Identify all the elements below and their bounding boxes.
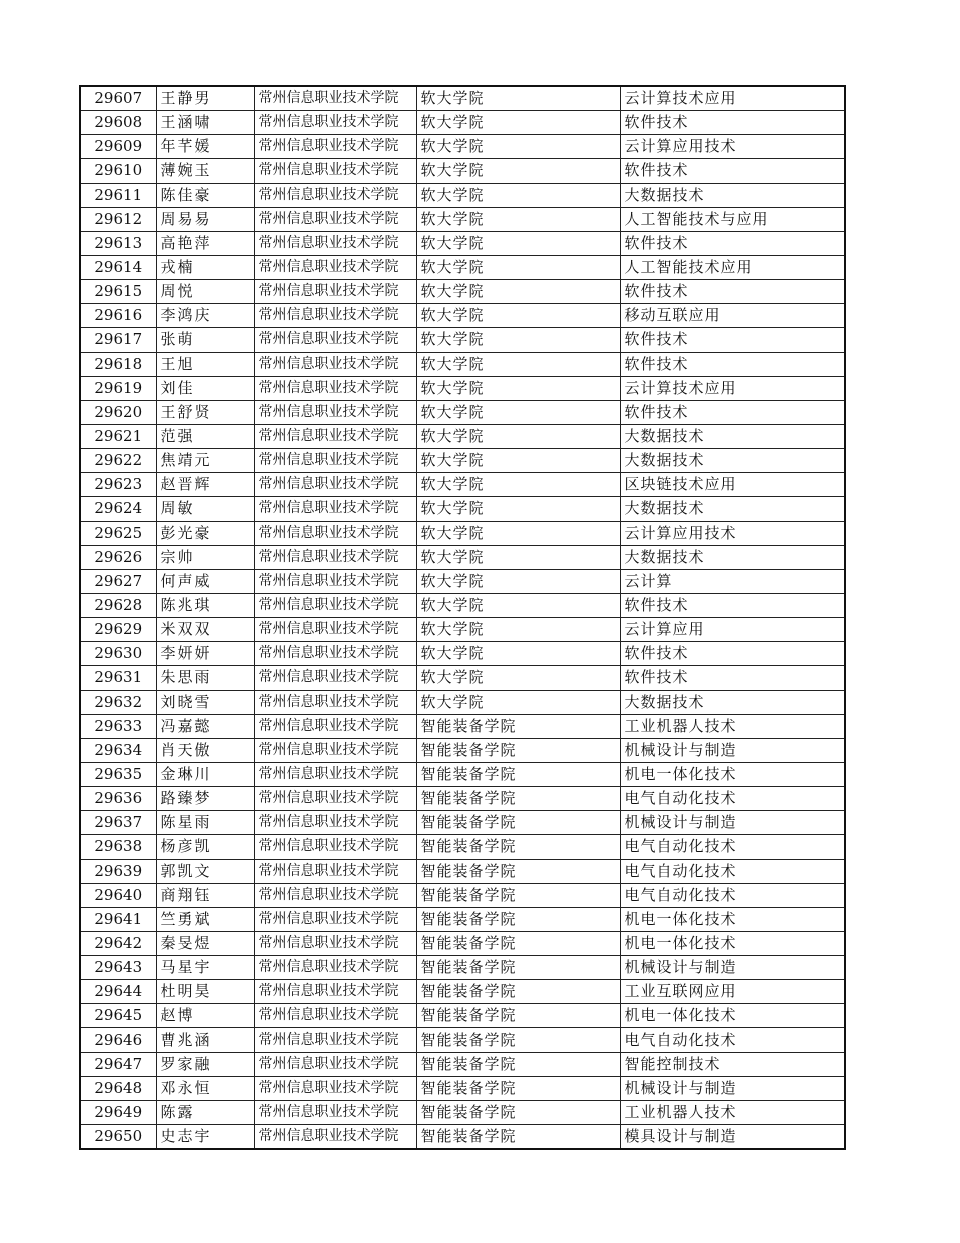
cell-id: 29630 [80, 642, 156, 666]
cell-college: 软大学院 [416, 255, 620, 279]
cell-id: 29621 [80, 424, 156, 448]
cell-college: 软大学院 [416, 86, 620, 111]
cell-school: 常州信息职业技术学院 [254, 111, 416, 135]
cell-college: 智能装备学院 [416, 787, 620, 811]
cell-id: 29607 [80, 86, 156, 111]
cell-major: 电气自动化技术 [620, 787, 845, 811]
cell-school: 常州信息职业技术学院 [254, 835, 416, 859]
cell-name: 周易易 [156, 207, 254, 231]
table-row [80, 1100, 845, 1124]
cell-college: 智能装备学院 [416, 714, 620, 738]
cell-name: 王旭 [156, 352, 254, 376]
table-row [80, 400, 845, 424]
cell-college: 软大学院 [416, 473, 620, 497]
cell-major: 软件技术 [620, 111, 845, 135]
table-row [80, 449, 845, 473]
cell-major: 智能控制技术 [620, 1052, 845, 1076]
cell-name: 陈露 [156, 1100, 254, 1124]
table-row [80, 859, 845, 883]
cell-name: 何声威 [156, 569, 254, 593]
table-row [80, 135, 845, 159]
cell-major: 工业机器人技术 [620, 1100, 845, 1124]
cell-college: 软大学院 [416, 280, 620, 304]
table-row [80, 1004, 845, 1028]
cell-id: 29616 [80, 304, 156, 328]
cell-college: 智能装备学院 [416, 980, 620, 1004]
cell-major: 软件技术 [620, 593, 845, 617]
cell-id: 29631 [80, 666, 156, 690]
cell-id: 29648 [80, 1076, 156, 1100]
cell-major: 机械设计与制造 [620, 738, 845, 762]
cell-school: 常州信息职业技术学院 [254, 618, 416, 642]
table-row [80, 86, 845, 111]
cell-id: 29647 [80, 1052, 156, 1076]
table-row [80, 690, 845, 714]
cell-college: 软大学院 [416, 497, 620, 521]
cell-major: 软件技术 [620, 352, 845, 376]
table-row [80, 1028, 845, 1052]
cell-major: 区块链技术应用 [620, 473, 845, 497]
cell-major: 工业机器人技术 [620, 714, 845, 738]
cell-name: 陈佳豪 [156, 183, 254, 207]
cell-college: 智能装备学院 [416, 883, 620, 907]
cell-name: 陈星雨 [156, 811, 254, 835]
cell-major: 软件技术 [620, 400, 845, 424]
cell-school: 常州信息职业技术学院 [254, 762, 416, 786]
cell-name: 年芊媛 [156, 135, 254, 159]
cell-id: 29632 [80, 690, 156, 714]
cell-major: 人工智能技术应用 [620, 255, 845, 279]
cell-school: 常州信息职业技术学院 [254, 328, 416, 352]
cell-major: 云计算 [620, 569, 845, 593]
cell-school: 常州信息职业技术学院 [254, 593, 416, 617]
cell-college: 软大学院 [416, 449, 620, 473]
cell-id: 29644 [80, 980, 156, 1004]
cell-name: 赵晋辉 [156, 473, 254, 497]
cell-college: 软大学院 [416, 569, 620, 593]
cell-id: 29614 [80, 255, 156, 279]
cell-major: 电气自动化技术 [620, 1028, 845, 1052]
cell-id: 29650 [80, 1125, 156, 1150]
cell-id: 29627 [80, 569, 156, 593]
cell-school: 常州信息职业技术学院 [254, 1125, 416, 1150]
cell-id: 29639 [80, 859, 156, 883]
cell-name: 郭凯文 [156, 859, 254, 883]
table-row [80, 545, 845, 569]
cell-name: 陈兆琪 [156, 593, 254, 617]
cell-school: 常州信息职业技术学院 [254, 255, 416, 279]
cell-major: 软件技术 [620, 159, 845, 183]
cell-school: 常州信息职业技术学院 [254, 545, 416, 569]
table-row [80, 642, 845, 666]
cell-id: 29636 [80, 787, 156, 811]
cell-id: 29617 [80, 328, 156, 352]
cell-school: 常州信息职业技术学院 [254, 86, 416, 111]
cell-college: 智能装备学院 [416, 1100, 620, 1124]
cell-college: 软大学院 [416, 231, 620, 255]
cell-college: 智能装备学院 [416, 956, 620, 980]
cell-name: 王舒贤 [156, 400, 254, 424]
cell-name: 肖天傲 [156, 738, 254, 762]
table-row [80, 835, 845, 859]
cell-id: 29637 [80, 811, 156, 835]
table-row [80, 811, 845, 835]
table-row [80, 762, 845, 786]
cell-name: 朱思雨 [156, 666, 254, 690]
cell-school: 常州信息职业技术学院 [254, 980, 416, 1004]
cell-school: 常州信息职业技术学院 [254, 907, 416, 931]
cell-name: 范强 [156, 424, 254, 448]
cell-name: 冯嘉懿 [156, 714, 254, 738]
roster-table [79, 85, 846, 1150]
table-row [80, 1052, 845, 1076]
table-row [80, 280, 845, 304]
table-row [80, 111, 845, 135]
cell-major: 大数据技术 [620, 497, 845, 521]
cell-id: 29609 [80, 135, 156, 159]
table-row [80, 521, 845, 545]
cell-name: 秦旻煜 [156, 931, 254, 955]
cell-name: 王静男 [156, 86, 254, 111]
cell-major: 移动互联应用 [620, 304, 845, 328]
cell-school: 常州信息职业技术学院 [254, 1076, 416, 1100]
cell-id: 29633 [80, 714, 156, 738]
table-row [80, 352, 845, 376]
cell-school: 常州信息职业技术学院 [254, 956, 416, 980]
cell-major: 云计算应用 [620, 618, 845, 642]
cell-school: 常州信息职业技术学院 [254, 1004, 416, 1028]
cell-school: 常州信息职业技术学院 [254, 424, 416, 448]
table-row [80, 1125, 845, 1150]
cell-school: 常州信息职业技术学院 [254, 883, 416, 907]
cell-school: 常州信息职业技术学院 [254, 811, 416, 835]
roster-table-body [80, 86, 845, 1149]
cell-major: 机械设计与制造 [620, 811, 845, 835]
table-row [80, 497, 845, 521]
cell-name: 罗家融 [156, 1052, 254, 1076]
cell-college: 智能装备学院 [416, 835, 620, 859]
cell-school: 常州信息职业技术学院 [254, 1052, 416, 1076]
cell-school: 常州信息职业技术学院 [254, 690, 416, 714]
cell-name: 曹兆涵 [156, 1028, 254, 1052]
cell-major: 电气自动化技术 [620, 859, 845, 883]
cell-name: 王涵啸 [156, 111, 254, 135]
cell-major: 人工智能技术与应用 [620, 207, 845, 231]
cell-major: 机电一体化技术 [620, 931, 845, 955]
cell-major: 软件技术 [620, 231, 845, 255]
cell-college: 软大学院 [416, 207, 620, 231]
cell-school: 常州信息职业技术学院 [254, 521, 416, 545]
cell-college: 软大学院 [416, 545, 620, 569]
cell-name: 竺勇斌 [156, 907, 254, 931]
cell-school: 常州信息职业技术学院 [254, 304, 416, 328]
cell-school: 常州信息职业技术学院 [254, 352, 416, 376]
cell-id: 29638 [80, 835, 156, 859]
table-row [80, 159, 845, 183]
cell-major: 机电一体化技术 [620, 762, 845, 786]
cell-college: 智能装备学院 [416, 811, 620, 835]
cell-id: 29640 [80, 883, 156, 907]
cell-id: 29635 [80, 762, 156, 786]
cell-college: 智能装备学院 [416, 931, 620, 955]
cell-id: 29615 [80, 280, 156, 304]
cell-college: 软大学院 [416, 424, 620, 448]
cell-major: 大数据技术 [620, 424, 845, 448]
cell-name: 米双双 [156, 618, 254, 642]
cell-major: 机电一体化技术 [620, 907, 845, 931]
table-row [80, 231, 845, 255]
cell-school: 常州信息职业技术学院 [254, 183, 416, 207]
cell-name: 薄婉玉 [156, 159, 254, 183]
cell-school: 常州信息职业技术学院 [254, 1100, 416, 1124]
cell-name: 周敏 [156, 497, 254, 521]
cell-name: 邓永恒 [156, 1076, 254, 1100]
cell-id: 29610 [80, 159, 156, 183]
cell-college: 软大学院 [416, 521, 620, 545]
cell-id: 29608 [80, 111, 156, 135]
cell-id: 29619 [80, 376, 156, 400]
cell-school: 常州信息职业技术学院 [254, 449, 416, 473]
cell-name: 焦靖元 [156, 449, 254, 473]
cell-college: 智能装备学院 [416, 859, 620, 883]
cell-school: 常州信息职业技术学院 [254, 738, 416, 762]
cell-major: 电气自动化技术 [620, 883, 845, 907]
cell-name: 商翔钰 [156, 883, 254, 907]
cell-name: 刘佳 [156, 376, 254, 400]
table-row [80, 956, 845, 980]
table-row [80, 1076, 845, 1100]
cell-school: 常州信息职业技术学院 [254, 931, 416, 955]
cell-major: 大数据技术 [620, 449, 845, 473]
cell-college: 智能装备学院 [416, 1004, 620, 1028]
cell-name: 赵博 [156, 1004, 254, 1028]
cell-id: 29618 [80, 352, 156, 376]
cell-id: 29634 [80, 738, 156, 762]
cell-major: 机电一体化技术 [620, 1004, 845, 1028]
table-row [80, 787, 845, 811]
cell-college: 软大学院 [416, 304, 620, 328]
table-row [80, 980, 845, 1004]
cell-name: 戎楠 [156, 255, 254, 279]
cell-name: 李妍妍 [156, 642, 254, 666]
cell-id: 29629 [80, 618, 156, 642]
cell-id: 29646 [80, 1028, 156, 1052]
cell-name: 宗帅 [156, 545, 254, 569]
cell-major: 软件技术 [620, 666, 845, 690]
cell-major: 机械设计与制造 [620, 1076, 845, 1100]
cell-school: 常州信息职业技术学院 [254, 473, 416, 497]
cell-id: 29645 [80, 1004, 156, 1028]
cell-college: 软大学院 [416, 666, 620, 690]
cell-id: 29613 [80, 231, 156, 255]
table-row [80, 666, 845, 690]
cell-college: 智能装备学院 [416, 762, 620, 786]
table-row [80, 907, 845, 931]
cell-college: 智能装备学院 [416, 1076, 620, 1100]
table-row [80, 593, 845, 617]
cell-name: 马星宇 [156, 956, 254, 980]
table-row [80, 304, 845, 328]
cell-school: 常州信息职业技术学院 [254, 207, 416, 231]
cell-school: 常州信息职业技术学院 [254, 159, 416, 183]
cell-school: 常州信息职业技术学院 [254, 569, 416, 593]
cell-id: 29623 [80, 473, 156, 497]
table-row [80, 883, 845, 907]
cell-school: 常州信息职业技术学院 [254, 666, 416, 690]
cell-id: 29625 [80, 521, 156, 545]
cell-major: 软件技术 [620, 328, 845, 352]
cell-school: 常州信息职业技术学院 [254, 400, 416, 424]
table-row [80, 207, 845, 231]
cell-name: 彭光豪 [156, 521, 254, 545]
cell-id: 29649 [80, 1100, 156, 1124]
table-row [80, 931, 845, 955]
cell-name: 张萌 [156, 328, 254, 352]
cell-college: 软大学院 [416, 328, 620, 352]
cell-name: 路臻梦 [156, 787, 254, 811]
cell-major: 大数据技术 [620, 545, 845, 569]
table-row [80, 183, 845, 207]
table-row [80, 618, 845, 642]
cell-id: 29624 [80, 497, 156, 521]
cell-id: 29611 [80, 183, 156, 207]
cell-college: 软大学院 [416, 159, 620, 183]
table-row [80, 473, 845, 497]
cell-school: 常州信息职业技术学院 [254, 231, 416, 255]
cell-college: 软大学院 [416, 111, 620, 135]
cell-major: 云计算应用技术 [620, 135, 845, 159]
cell-school: 常州信息职业技术学院 [254, 497, 416, 521]
cell-name: 杨彦凯 [156, 835, 254, 859]
cell-id: 29612 [80, 207, 156, 231]
cell-major: 大数据技术 [620, 690, 845, 714]
table-row [80, 328, 845, 352]
cell-id: 29643 [80, 956, 156, 980]
cell-college: 软大学院 [416, 352, 620, 376]
cell-major: 模具设计与制造 [620, 1125, 845, 1150]
cell-college: 智能装备学院 [416, 907, 620, 931]
cell-college: 软大学院 [416, 183, 620, 207]
cell-college: 软大学院 [416, 642, 620, 666]
cell-college: 智能装备学院 [416, 1125, 620, 1150]
cell-school: 常州信息职业技术学院 [254, 714, 416, 738]
cell-name: 刘晓雪 [156, 690, 254, 714]
cell-major: 云计算技术应用 [620, 86, 845, 111]
table-row [80, 376, 845, 400]
table-row [80, 714, 845, 738]
cell-id: 29628 [80, 593, 156, 617]
cell-college: 软大学院 [416, 400, 620, 424]
cell-name: 高艳萍 [156, 231, 254, 255]
cell-school: 常州信息职业技术学院 [254, 280, 416, 304]
table-row [80, 255, 845, 279]
cell-school: 常州信息职业技术学院 [254, 1028, 416, 1052]
cell-college: 软大学院 [416, 135, 620, 159]
cell-college: 软大学院 [416, 376, 620, 400]
table-row [80, 569, 845, 593]
cell-college: 智能装备学院 [416, 738, 620, 762]
cell-school: 常州信息职业技术学院 [254, 859, 416, 883]
table-row [80, 424, 845, 448]
cell-major: 机械设计与制造 [620, 956, 845, 980]
cell-school: 常州信息职业技术学院 [254, 376, 416, 400]
cell-college: 软大学院 [416, 593, 620, 617]
cell-major: 云计算技术应用 [620, 376, 845, 400]
cell-name: 史志宇 [156, 1125, 254, 1150]
cell-school: 常州信息职业技术学院 [254, 642, 416, 666]
cell-name: 周悦 [156, 280, 254, 304]
cell-id: 29642 [80, 931, 156, 955]
cell-major: 工业互联网应用 [620, 980, 845, 1004]
cell-major: 云计算应用技术 [620, 521, 845, 545]
cell-major: 电气自动化技术 [620, 835, 845, 859]
cell-name: 李鸿庆 [156, 304, 254, 328]
cell-school: 常州信息职业技术学院 [254, 135, 416, 159]
cell-name: 金琳川 [156, 762, 254, 786]
cell-major: 大数据技术 [620, 183, 845, 207]
cell-major: 软件技术 [620, 642, 845, 666]
cell-id: 29622 [80, 449, 156, 473]
cell-name: 杜明昊 [156, 980, 254, 1004]
cell-college: 智能装备学院 [416, 1052, 620, 1076]
cell-id: 29620 [80, 400, 156, 424]
cell-college: 软大学院 [416, 618, 620, 642]
cell-college: 智能装备学院 [416, 1028, 620, 1052]
cell-id: 29626 [80, 545, 156, 569]
cell-major: 软件技术 [620, 280, 845, 304]
table-row [80, 738, 845, 762]
cell-college: 软大学院 [416, 690, 620, 714]
cell-id: 29641 [80, 907, 156, 931]
cell-school: 常州信息职业技术学院 [254, 787, 416, 811]
